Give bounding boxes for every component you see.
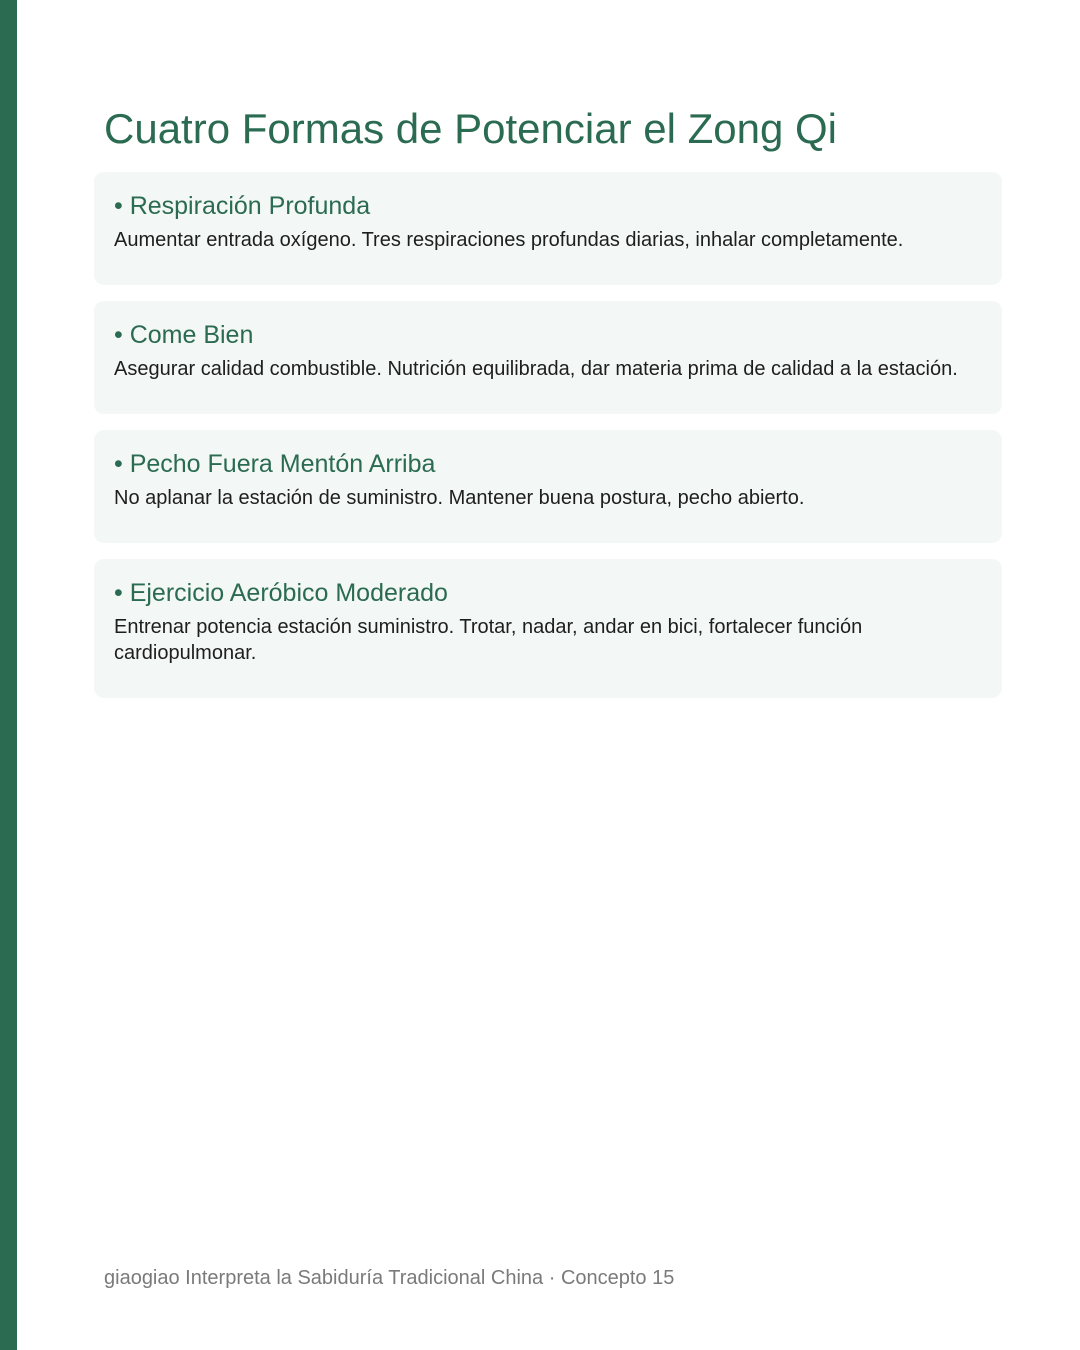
tip-card-posture bbox=[94, 430, 1002, 543]
tip-title: • Ejercicio Aeróbico Moderado bbox=[114, 579, 448, 607]
tip-body: Aumentar entrada oxígeno. Tres respiraciones profundas diarias, inhalar completamente. bbox=[114, 229, 904, 251]
left-accent-bar bbox=[0, 0, 17, 1350]
tip-card-eat-well bbox=[94, 301, 1002, 414]
tip-title: • Come Bien bbox=[114, 321, 254, 349]
page-footer: giaogiao Interpreta la Sabiduría Tradicional China · Concepto 15 bbox=[104, 1267, 675, 1289]
tip-title: • Pecho Fuera Mentón Arriba bbox=[114, 450, 436, 478]
tip-card-deep-breathing bbox=[94, 172, 1002, 285]
tip-title: • Respiración Profunda bbox=[114, 192, 371, 220]
tip-card-aerobic-exercise bbox=[94, 559, 1002, 698]
tip-body: Entrenar potencia estación suministro. Trotar, nadar, andar en bici, fortalecer función cardiopulmonar. bbox=[114, 616, 863, 664]
page-title: Cuatro Formas de Potenciar el Zong Qi bbox=[104, 105, 837, 152]
tips-list bbox=[94, 172, 1002, 714]
tip-body: No aplanar la estación de suministro. Mantener buena postura, pecho abierto. bbox=[114, 487, 805, 509]
tip-body: Asegurar calidad combustible. Nutrición equilibrada, dar materia prima de calidad a la estación. bbox=[114, 358, 958, 380]
